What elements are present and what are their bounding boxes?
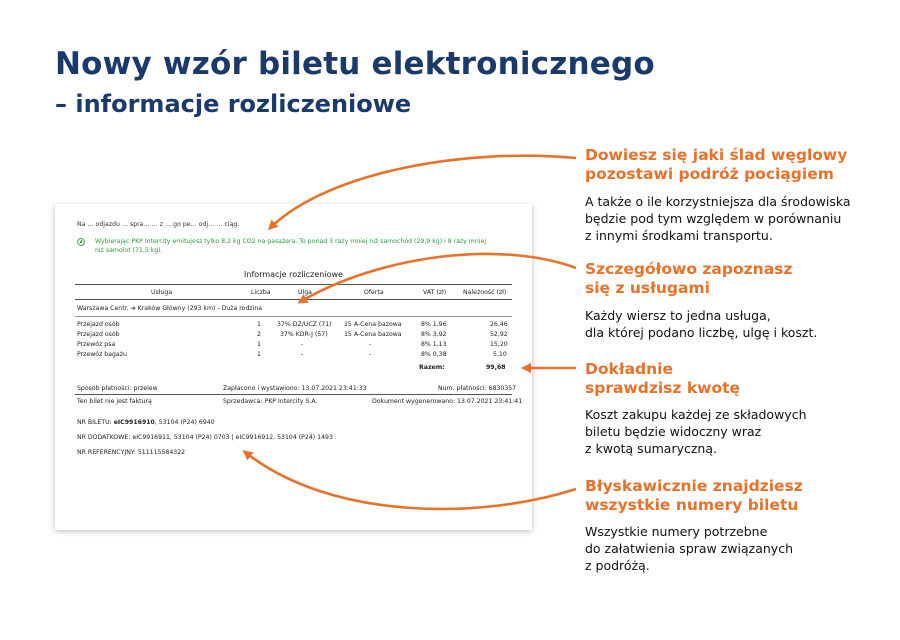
reference-number: NR REFERENCYJNY: 511115584322 (77, 449, 186, 456)
row-liczba: 1 (257, 321, 261, 328)
row-kwota: 15,20 (490, 341, 508, 348)
callout-text-line: z podróżą. (585, 558, 650, 573)
ticket-number-rest: , 53104 (P24) 6940 (154, 419, 215, 426)
callout-4-text (585, 523, 793, 574)
callout-text-line: do załatwienia spraw związanych (585, 541, 794, 556)
callout-heading-line: pozostawi podróż pociągiem (585, 165, 834, 183)
total-value: 99,68 (486, 364, 506, 371)
callout-text-line: Koszt zakupu każdej ze składowych (585, 407, 807, 422)
callout-3-heading (585, 360, 740, 398)
page-title: Nowy wzór biletu elektronicznego (55, 46, 655, 82)
row-ulga: 37% DZ/UCZ (71) (277, 321, 332, 328)
callout-1-text (585, 193, 851, 244)
row-usluga: Przejazd osób (77, 331, 120, 338)
co2-note-line2: niż samolot (71,5 kg). (95, 247, 163, 254)
row-ulga: - (301, 341, 304, 348)
callout-2-heading (585, 260, 792, 298)
col-naleznosc: Należność (zł) (463, 289, 507, 296)
row-usluga: Przejazd osób (77, 321, 120, 328)
row-liczba: 2 (257, 331, 261, 338)
callout-text-line: z kwotą sumaryczną. (585, 441, 717, 456)
row-usluga: Przewóz psa (77, 341, 116, 348)
callout-heading-line: Dokładnie (585, 360, 673, 378)
route: Warszawa Centr. ➔ Kraków Główny (293 km) - Duża rodzina (77, 305, 263, 312)
row-vat: 8% 1,13 (421, 341, 447, 348)
row-kwota: 26,46 (490, 321, 508, 328)
callout-heading-line: się z usługami (585, 279, 710, 297)
payment-number: Num. płatności: 6830357 (438, 385, 517, 392)
row-kwota: 52,92 (490, 331, 508, 338)
ticket-number-label: NR BILETU: (77, 419, 112, 426)
partial-text: Na … odjazdu … spra… … z … go pe… odj… … ciąg. (77, 221, 240, 228)
paid-issued: Zapłacono i wystawiono: 13.07.2021 23:41:33 (223, 385, 367, 392)
callout-text-line: Wszystkie numery potrzebne (585, 524, 768, 539)
row-oferta: - (369, 341, 372, 348)
callout-heading-line: wszystkie numery biletu (585, 496, 799, 514)
callout-1-heading (585, 146, 847, 184)
payment-method: Sposób płatności: przelew (77, 385, 158, 392)
generated: Dokument wygenerowano: 13.07.2021 23:41:41 (372, 398, 523, 405)
row-kwota: 5,10 (493, 351, 507, 358)
col-ulga: Ulga (298, 289, 312, 296)
callout-text-line: biletu będzie widoczny wraz (585, 424, 762, 439)
callout-text-line: z innymi środkami transportu. (585, 228, 773, 243)
row-ulga: - (301, 351, 304, 358)
callout-text-line: dla której podano liczbę, ulgę i koszt. (585, 325, 818, 340)
row-oferta: 15 A-Cena bazowa (344, 321, 402, 328)
row-vat: 8% 0,38 (421, 351, 447, 358)
col-liczba: Liczba (251, 289, 271, 296)
callout-4-heading (585, 477, 803, 515)
total-label: Razem: (419, 364, 445, 371)
row-oferta: - (369, 351, 372, 358)
row-vat: 8% 3,92 (421, 331, 447, 338)
callout-heading-line: Szczegółowo zapoznasz (585, 260, 793, 278)
section-title: Informacje rozliczeniowe (244, 270, 343, 279)
col-oferta: Oferta (364, 289, 384, 296)
col-usluga: Usługa (151, 289, 173, 296)
row-liczba: 1 (257, 341, 261, 348)
callout-3-text (585, 406, 807, 457)
row-oferta: 15 A-Cena bazowa (344, 331, 402, 338)
co2-note-line1: Wybierając PKP Intercity emitujesz tylko 8,2 kg CO2 na pasażera. To ponad 3 razy mniej niż samochód (29,9 kg) i 8 razy mniej (95, 238, 487, 245)
callout-text-line: Każdy wiersz to jedna usługa, (585, 308, 771, 323)
additional-numbers: NR DODATKOWE: eIC9916911, 53104 (P24) 0703 | eIC9916912, 53104 (P24) 1493 (77, 434, 333, 441)
row-usluga: Przewóz bagażu (77, 351, 127, 358)
row-ulga: 37% KDR-J (57) (280, 331, 328, 338)
seller: Sprzedawca: PKP Intercity S.A. (223, 398, 318, 405)
callout-heading-line: Dowiesz się jaki ślad węglowy (585, 146, 848, 164)
callout-heading-line: sprawdzisz kwotę (585, 379, 741, 397)
page-subtitle: – informacje rozliczeniowe (55, 90, 412, 118)
callout-text-line: będzie pod tym względem w porównaniu (585, 211, 842, 226)
ticket-number-main: eIC9916910 (113, 419, 155, 426)
row-liczba: 1 (257, 351, 261, 358)
callout-heading-line: Błyskawicznie znajdziesz (585, 477, 803, 495)
col-vat: VAT (zł) (423, 289, 447, 296)
callout-text-line: A także o ile korzystniejsza dla środowiska (585, 194, 851, 209)
row-vat: 8% 1,96 (421, 321, 447, 328)
not-invoice: Ten bilet nie jest fakturą (77, 398, 152, 405)
callout-2-text (585, 307, 817, 341)
